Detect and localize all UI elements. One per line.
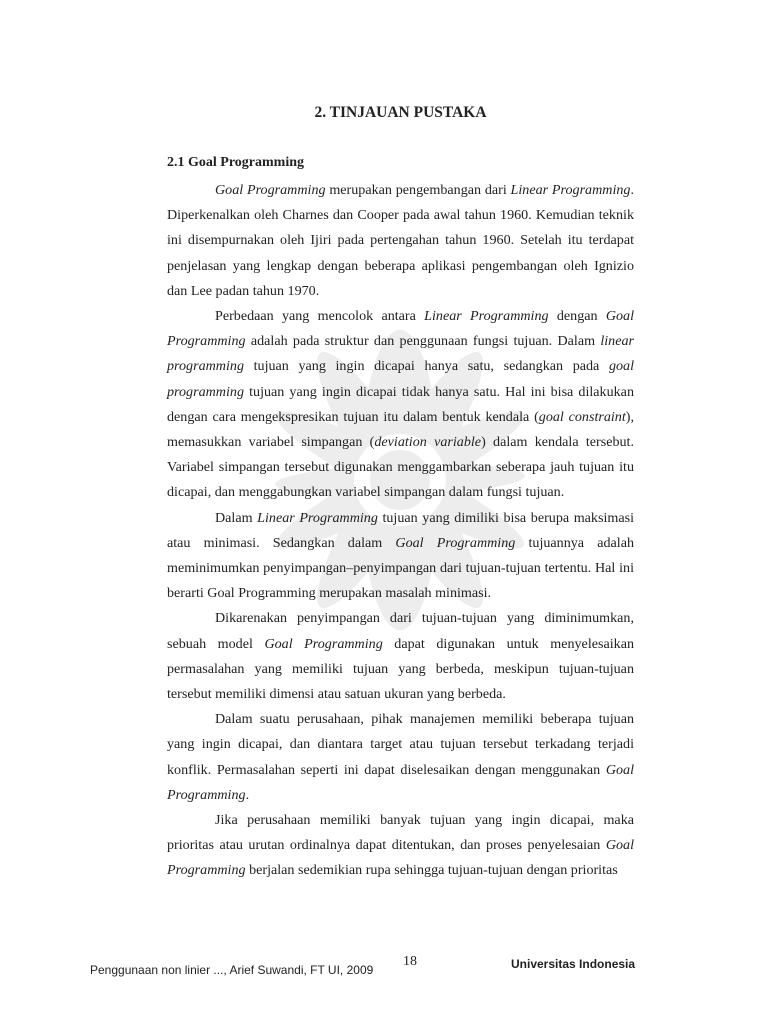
text-run: tujuan yang ingin dicapai tidak hanya satu. Hal ini bisa dilakukan dengan cara mengekspresikan tujuan itu dalam bentuk kendala ( bbox=[167, 383, 634, 425]
text-run: ), memasukkan variabel simpangan ( bbox=[167, 408, 634, 451]
body-paragraph bbox=[167, 808, 634, 884]
text-run: tujuan yang dimiliki bisa berupa maksimasi atau minimasi. Sedangkan dalam bbox=[167, 509, 634, 551]
body-text bbox=[167, 178, 634, 884]
italic-term: Goal Programming bbox=[167, 761, 634, 803]
text-run: Dalam bbox=[215, 509, 258, 526]
italic-term: Goal Programming bbox=[215, 182, 326, 198]
text-run: ) dalam kendala tersebut. Variabel simpangan tersebut digunakan menggambarkan seberapa jauh tujuan itu dicapai, dan menggabungkan variabel simpangan dalam fungsi tujuan. bbox=[167, 434, 634, 501]
body-paragraph bbox=[167, 506, 634, 607]
italic-term: linear programming bbox=[167, 333, 634, 375]
footer-citation: Penggunaan non linier ..., Arief Suwandi, FT UI, 2009 bbox=[90, 963, 374, 977]
italic-term: Linear Programming bbox=[510, 182, 631, 198]
italic-term: Linear Programming bbox=[424, 308, 549, 325]
text-run: merupakan pengembangan dari bbox=[325, 182, 511, 198]
page-number: 18 bbox=[403, 954, 417, 969]
italic-term: Linear Programming bbox=[257, 509, 378, 526]
text-run: dengan bbox=[548, 308, 606, 325]
text-run: . Diperkenalkan oleh Charnes dan Cooper pada awal tahun 1960. Kemudian teknik ini disempurnakan oleh Ijiri pada pertengahan tahun 1960. Setelah itu terdapat penjelasan yang lengkap dengan beberapa aplikasi pengembangan oleh Ignizio dan Lee padan tahun 1970. bbox=[167, 182, 634, 299]
text-run: Dalam suatu perusahaan, pihak manajemen memiliki beberapa tujuan yang ingin dicapai, dan diantara target atau tujuan tersebut terkadang terjadi konflik. Permasalahan seperti ini dapat diselesaikan dengan menggunakan bbox=[167, 711, 634, 778]
italic-term: Goal Programming bbox=[167, 308, 634, 350]
text-run: Perbedaan yang mencolok antara bbox=[215, 308, 425, 325]
italic-term: goal constraint bbox=[538, 408, 626, 425]
section-heading: 2.1 Goal Programming bbox=[167, 155, 305, 170]
italic-term: Goal Programming bbox=[167, 837, 634, 879]
italic-term: deviation variable bbox=[374, 434, 482, 451]
text-run: tujuan yang ingin dicapai hanya satu, sedangkan pada bbox=[244, 358, 609, 375]
text-run: tujuannya adalah meminimumkan penyimpangan–penyimpangan dari tujuan-tujuan tertentu. Hal ini berarti Goal Programming merupakan masalah minimasi. bbox=[167, 534, 634, 602]
body-paragraph bbox=[167, 304, 634, 506]
italic-term: Goal Programming bbox=[264, 635, 383, 652]
text-run: Jika perusahaan memiliki banyak tujuan yang ingin dicapai, maka prioritas atau urutan ordinalnya dapat ditentukan, dan proses penyelesaian bbox=[167, 812, 634, 854]
chapter-title: 2. TINJAUAN PUSTAKA bbox=[314, 104, 487, 121]
text-run: berjalan sedemikian rupa sehingga tujuan-tujuan dengan prioritas bbox=[245, 862, 618, 879]
body-paragraph bbox=[167, 178, 634, 304]
footer-university: Universitas Indonesia bbox=[511, 957, 636, 971]
italic-term: goal programming bbox=[167, 358, 634, 400]
text-run: adalah pada struktur dan penggunaan fungsi tujuan. Dalam bbox=[245, 333, 601, 350]
body-paragraph bbox=[167, 606, 634, 707]
body-paragraph bbox=[167, 707, 634, 808]
text-run: dapat digunakan untuk menyelesaikan permasalahan yang memiliki tujuan yang berbeda, meskipun tujuan-tujuan tersebut memiliki dimensi atau satuan ukuran yang berbeda. bbox=[167, 635, 634, 703]
text-run: Dikarenakan penyimpangan dari tujuan-tujuan yang diminimumkan, sebuah model bbox=[167, 610, 634, 652]
text-run: . bbox=[245, 786, 250, 803]
italic-term: Goal Programming bbox=[395, 534, 516, 551]
